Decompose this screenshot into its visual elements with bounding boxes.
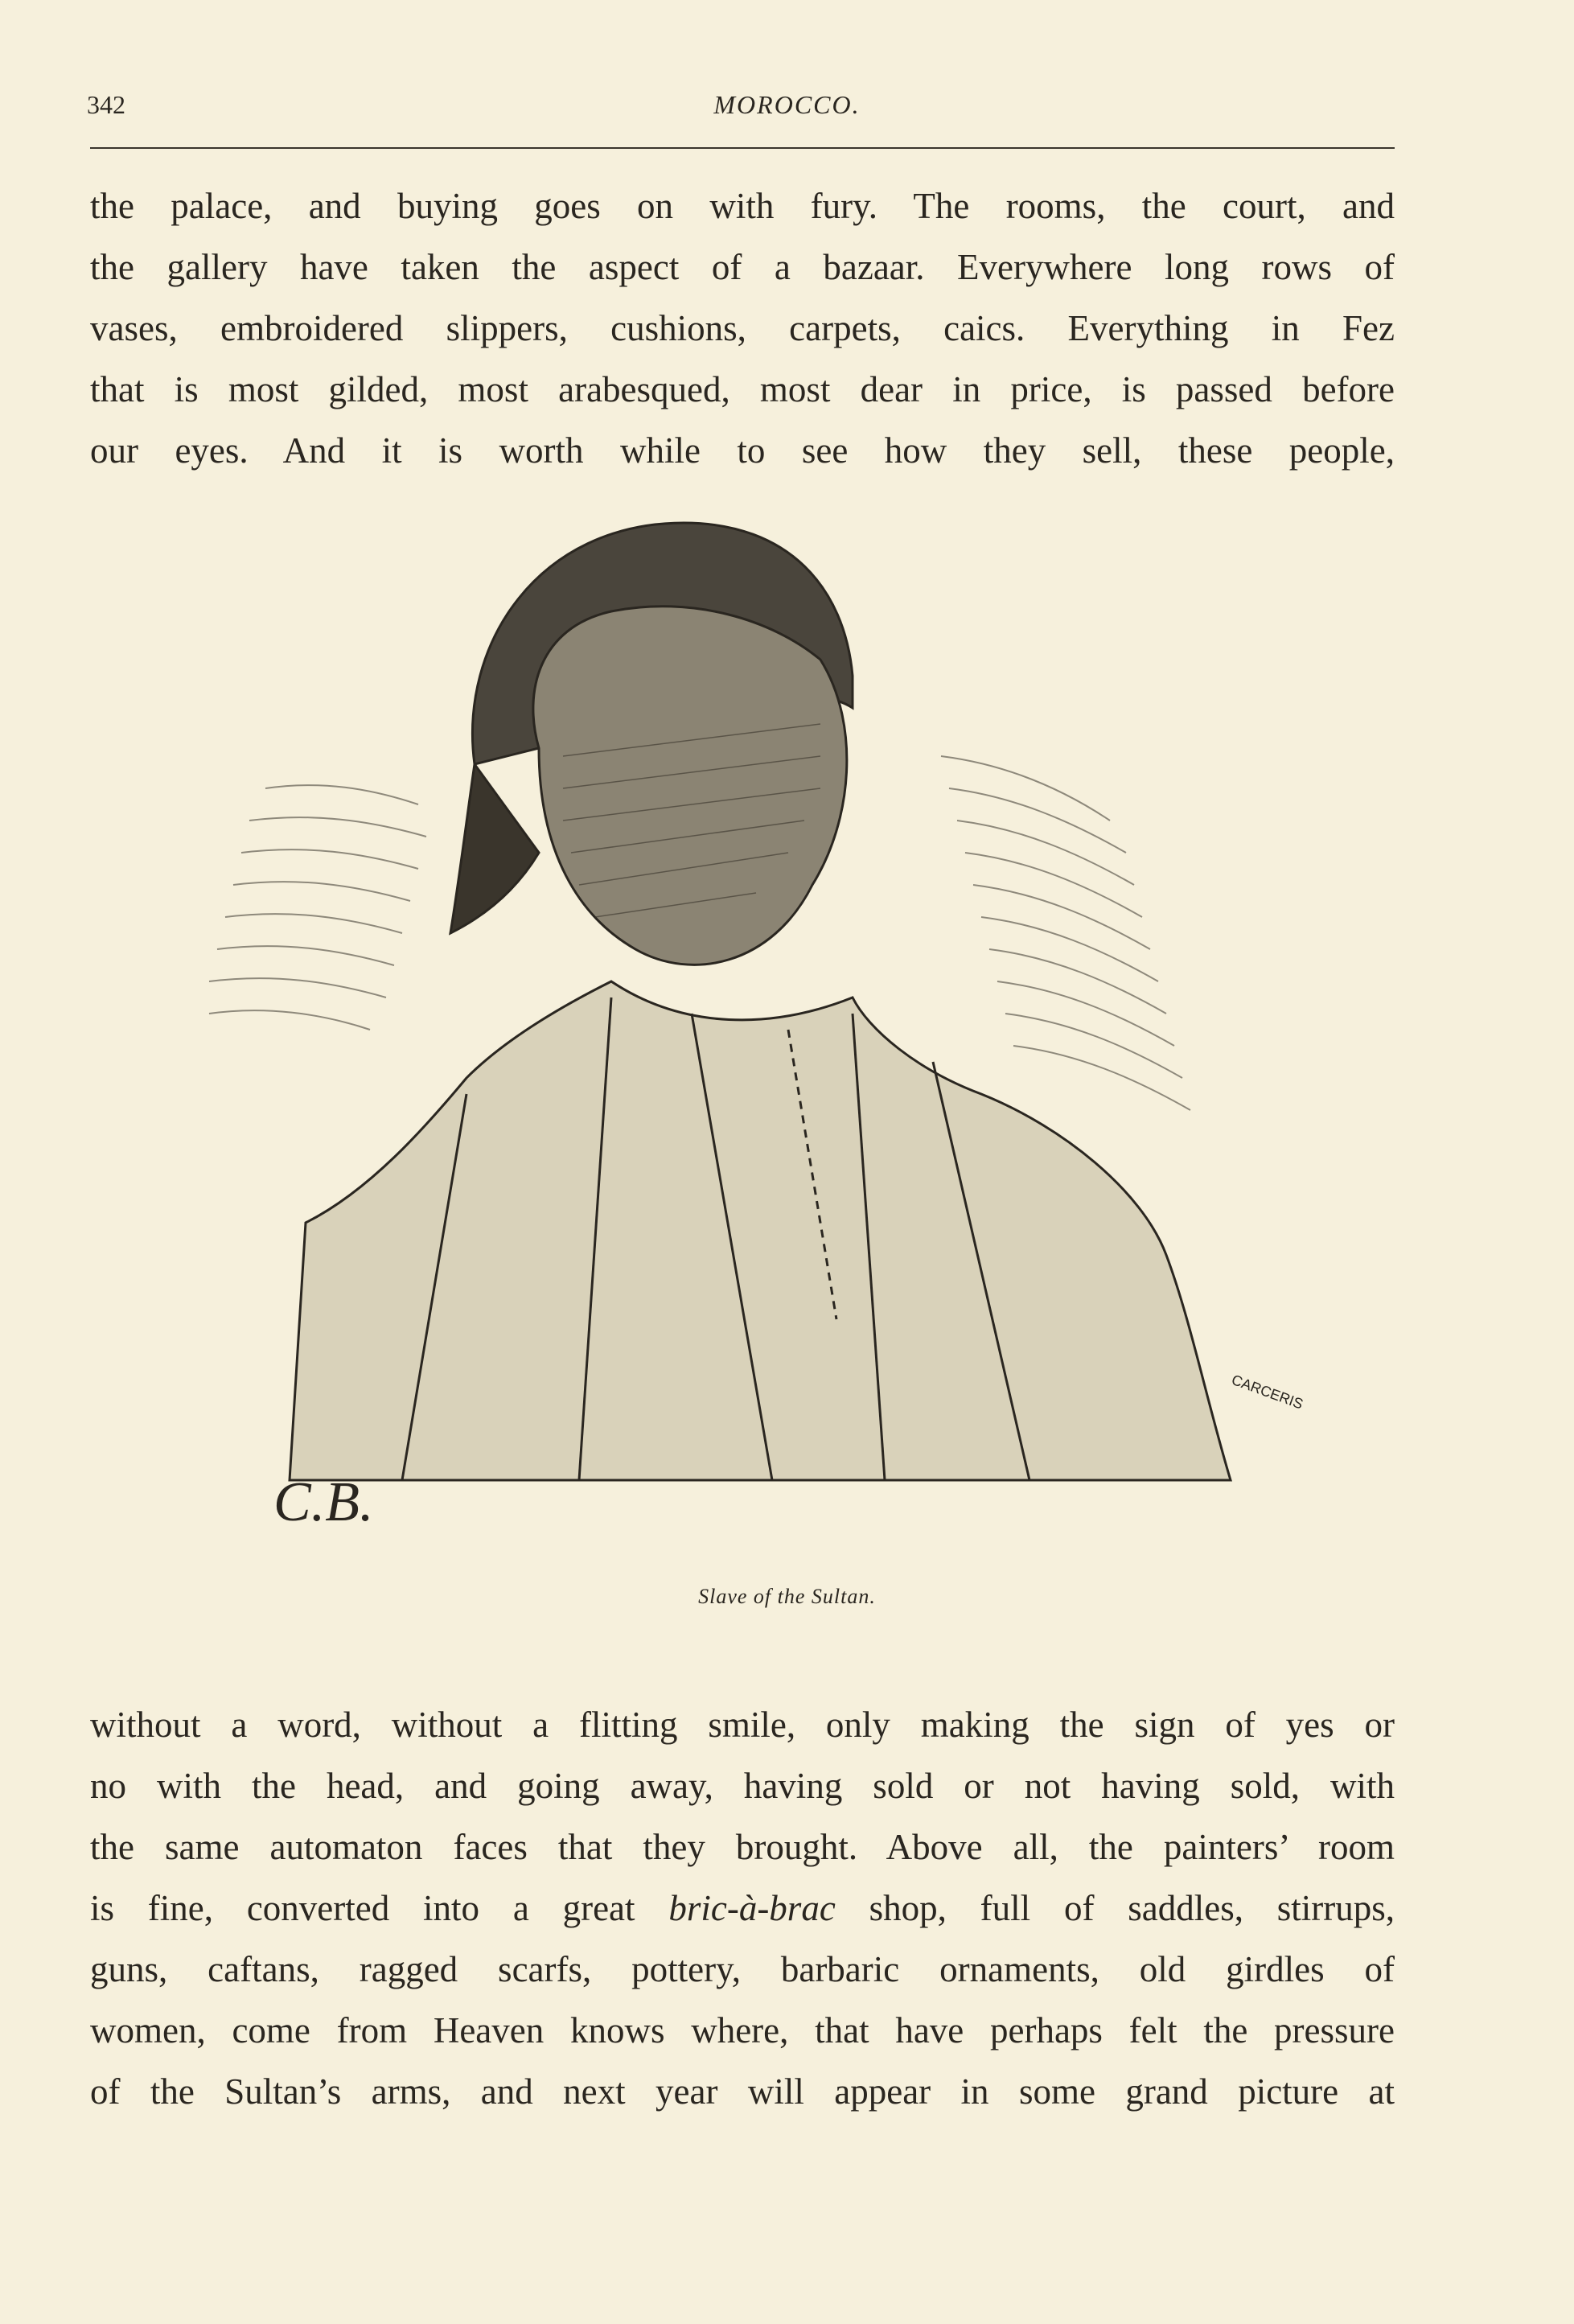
text-line: guns, caftans, ragged scarfs, pottery, barbaric ornaments, old girdles of xyxy=(90,1949,1395,1989)
text-line-with-italic xyxy=(90,1878,1395,1939)
text-line: without a word, without a flitting smile, only making the sign of yes or xyxy=(90,1705,1395,1745)
page-number: 342 xyxy=(87,90,125,119)
text-segment: shop, full of saddles, stirrups, xyxy=(835,1888,1395,1928)
portrait-figure xyxy=(290,523,1231,1480)
portrait-illustration xyxy=(161,515,1335,1561)
text-line: our eyes. And it is worth while to see how they sell, these people, xyxy=(90,430,1395,471)
figure-caption: Slave of the Sultan. xyxy=(698,1585,876,1608)
text-line: women, come from Heaven knows where, that have perhaps felt the pressure xyxy=(90,2010,1395,2050)
top-paragraph xyxy=(90,175,1395,481)
text-line: the palace, and buying goes on with fury. The rooms, the court, and xyxy=(90,186,1395,226)
text-line: vases, embroidered slippers, cushions, carpets, caics. Everything in Fez xyxy=(90,308,1395,348)
text-line: the same automaton faces that they brought. Above all, the painters’ room xyxy=(90,1827,1395,1867)
header-rule xyxy=(90,147,1395,149)
text-segment: is fine, converted into a great xyxy=(90,1888,669,1928)
text-line: that is most gilded, most arabesqued, most dear in price, is passed before xyxy=(90,369,1395,409)
text-line: no with the head, and going away, having sold or not having sold, with xyxy=(90,1766,1395,1806)
text-line: of the Sultan’s arms, and next year will appear in some grand picture at xyxy=(90,2071,1395,2112)
signature-left: C.B. xyxy=(273,1471,374,1533)
text-line: the gallery have taken the aspect of a bazaar. Everywhere long rows of xyxy=(90,247,1395,287)
signature-right: CARCERIS xyxy=(1229,1371,1305,1413)
running-title: MOROCCO. xyxy=(713,90,861,119)
bottom-paragraph xyxy=(90,1694,1395,2122)
italic-term: bric-à-brac xyxy=(668,1888,836,1928)
